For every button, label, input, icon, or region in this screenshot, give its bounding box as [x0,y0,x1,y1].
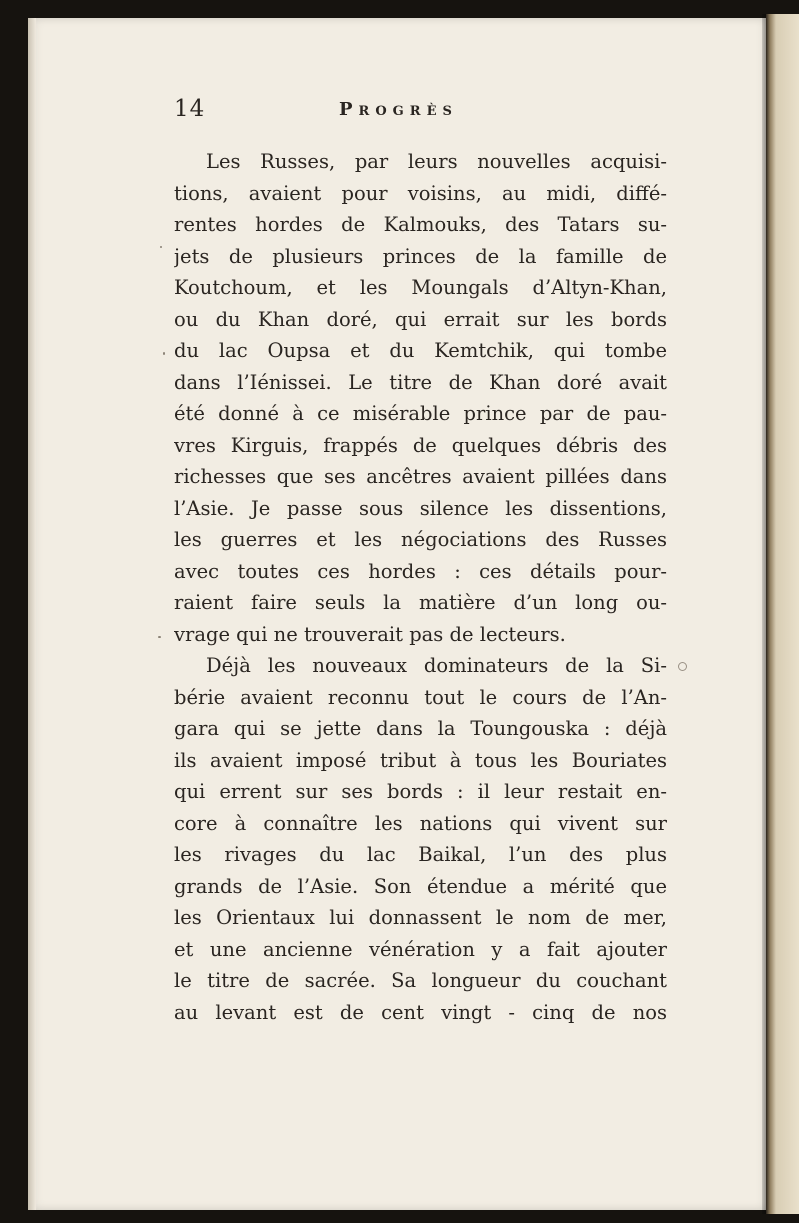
text-line: et une ancienne vénération y a fait ajouter [174,937,667,961]
text-line: l’Asie. Je passe sous silence les dissentions, [174,496,667,520]
text-line: rentes hordes de Kalmouks, des Tatars su- [174,213,667,236]
text-line: les rivages du lac Baikal, l’un des plus [174,843,667,866]
text-line: richesses que ses ancêtres avaient pillées dans [174,465,667,488]
text-line: les guerres et les négociations des Russes [174,528,667,551]
text-line: Koutchoum, et les Moungals d’Altyn-Khan, [174,276,667,299]
page-binding-edge [28,18,36,1210]
text-line: gara qui se jette dans la Toungouska : déjà [174,717,667,740]
text-line: bérie avaient reconnu tout le cours de l’An- [174,685,667,709]
text-line: qui errent sur ses bords : il leur restait en- [174,780,667,803]
running-head: Progrès [339,99,458,120]
text-line: les Orientaux lui donnassent le nom de mer, [174,906,667,929]
paper-speck [160,246,162,248]
text-line: core à connaître les nations qui vivent sur [174,811,667,835]
text-line: Déjà les nouveaux dominateurs de la Si- [206,654,667,677]
text-line: le titre de sacrée. Sa longueur du couchant [174,969,667,992]
text-line: au levant est de cent vingt - cinq de nos [174,1000,667,1024]
text-line: ou du Khan doré, qui errait sur les bords [174,307,667,331]
text-line: grands de l’Asie. Son étendue a mérité que [174,874,667,898]
text-line: raient faire seuls la matière d’un long ou- [174,591,667,614]
paper-speck [163,352,165,355]
text-line: vrage qui ne trouverait pas de lecteurs. [174,622,566,646]
paper-speck [678,662,687,671]
text-line: Les Russes, par leurs nouvelles acquisi- [206,150,667,173]
text-line: dans l’Iénissei. Le titre de Khan doré avait [174,370,667,394]
text-line: vres Kirguis, frappés de quelques débris des [174,433,667,457]
body-text [174,146,667,1028]
next-page-edge [766,14,799,1214]
text-line: ils avaient imposé tribut à tous les Bouriates [174,748,667,772]
text-line: tions, avaient pour voisins, au midi, diffé- [174,181,667,205]
paper-speck [158,636,161,638]
text-line: été donné à ce misérable prince par de pau- [174,402,667,425]
page-number: 14 [174,96,206,122]
page-header [174,96,684,136]
text-line: jets de plusieurs princes de la famille de [174,244,667,268]
text-line: du lac Oupsa et du Kemtchik, qui tombe [174,339,667,362]
text-line: avec toutes ces hordes : ces détails pour- [174,559,667,583]
